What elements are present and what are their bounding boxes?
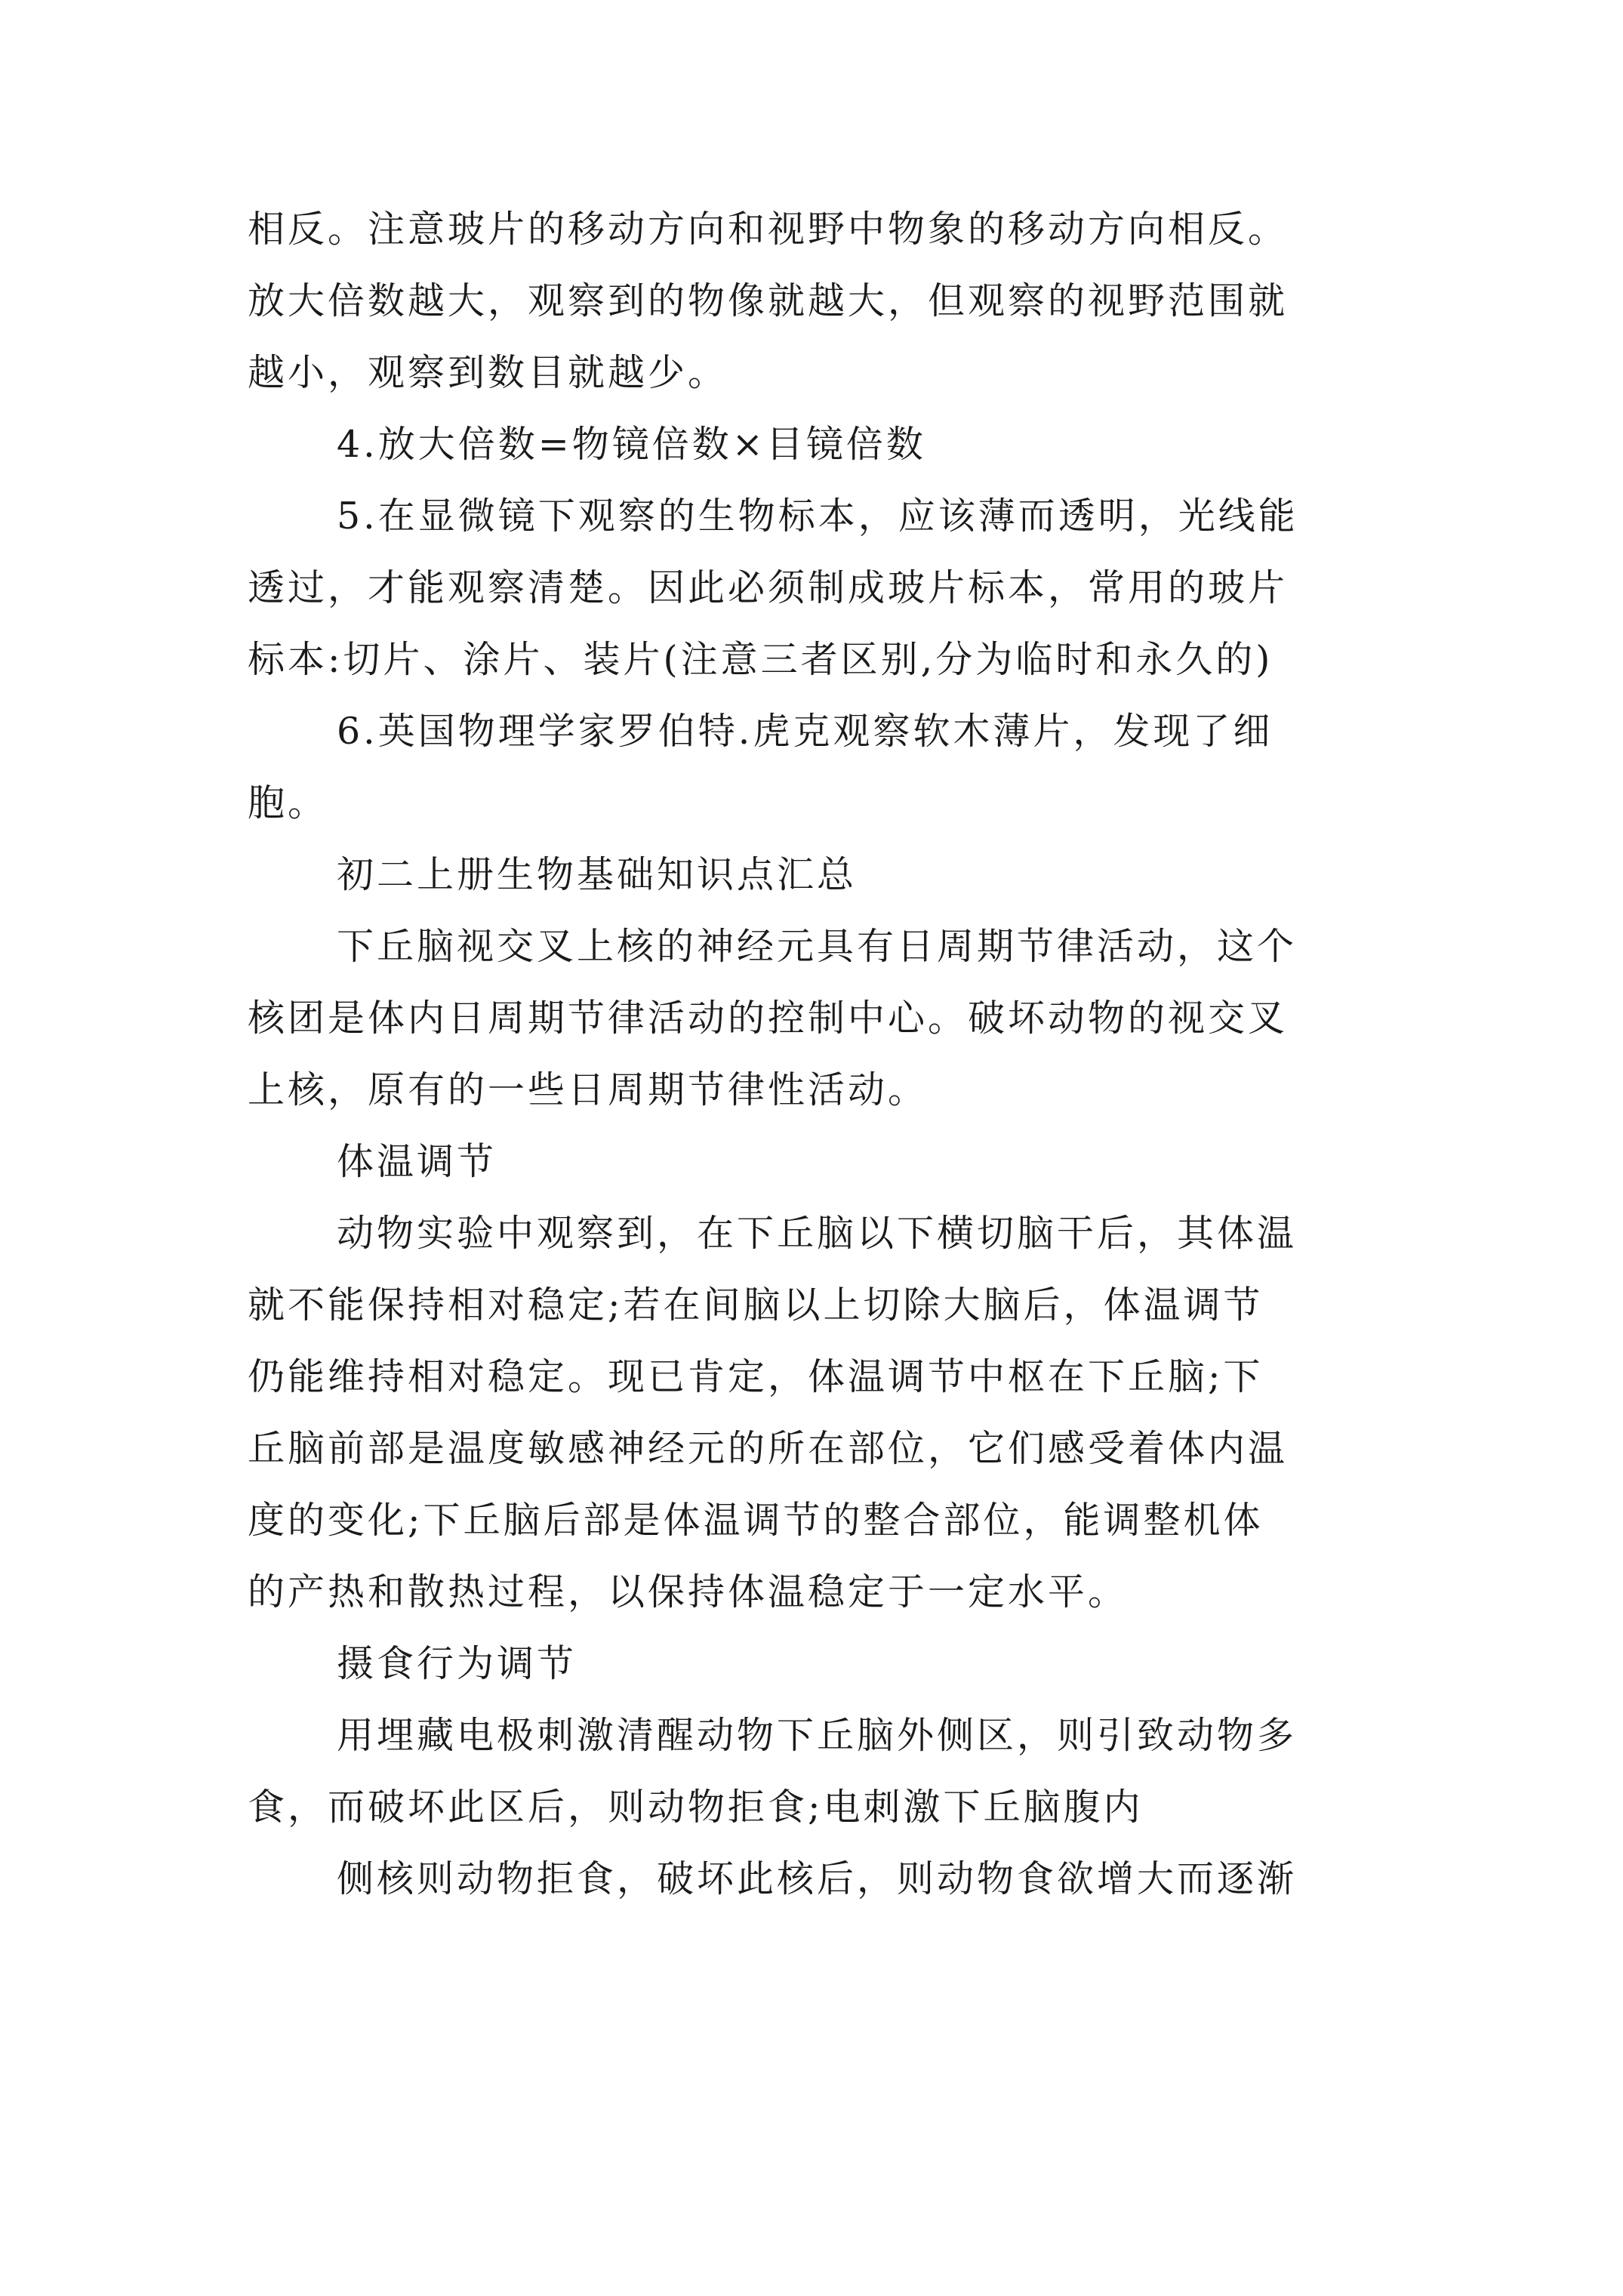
text-line: 仍能维持相对稳定。现已肯定，体温调节中枢在下丘脑;下 — [248, 1355, 1264, 1398]
text-line: 食，而破坏此区后，则动物拒食;电刺激下丘脑腹内 — [248, 1786, 1144, 1829]
text-line: 度的变化;下丘脑后部是体温调节的整合部位，能调整机体 — [248, 1499, 1264, 1542]
text-line: 6.英国物理学家罗伯特.虎克观察软木薄片，发现了细 — [337, 710, 1273, 753]
text-line: 用埋藏电极刺激清醒动物下丘脑外侧区，则引致动物多 — [337, 1714, 1298, 1757]
section-heading: 摄食行为调节 — [337, 1642, 577, 1685]
text-line: 5.在显微镜下观察的生物标本，应该薄而透明，光线能 — [337, 495, 1298, 538]
text-line: 越小，观察到数目就越少。 — [248, 351, 728, 394]
text-line: 就不能保持相对稳定;若在间脑以上切除大脑后，体温调节 — [248, 1284, 1264, 1327]
text-line: 相反。注意玻片的移动方向和视野中物象的移动方向相反。 — [248, 208, 1289, 251]
text-line: 下丘脑视交叉上核的神经元具有日周期节律活动，这个 — [337, 925, 1298, 968]
text-line: 放大倍数越大，观察到的物像就越大，但观察的视野范围就 — [248, 279, 1289, 322]
text-line: 标本:切片、涂片、装片(注意三者区别,分为临时和永久的) — [248, 638, 1273, 681]
text-line: 核团是体内日周期节律活动的控制中心。破坏动物的视交叉 — [248, 997, 1289, 1040]
text-line: 侧核则动物拒食，破坏此核后，则动物食欲增大而逐渐 — [337, 1857, 1298, 1900]
text-line: 胞。 — [248, 781, 328, 824]
section-heading: 体温调节 — [337, 1140, 497, 1183]
text-line: 4.放大倍数=物镜倍数×目镜倍数 — [337, 423, 926, 466]
section-heading: 初二上册生物基础知识点汇总 — [337, 853, 858, 896]
text-line: 透过，才能观察清楚。因此必须制成玻片标本，常用的玻片 — [248, 566, 1289, 609]
text-line: 丘脑前部是温度敏感神经元的所在部位，它们感受着体内温 — [248, 1427, 1289, 1470]
document-body — [248, 193, 1395, 1915]
text-line: 的产热和散热过程，以保持体温稳定于一定水平。 — [248, 1570, 1129, 1613]
text-line: 动物实验中观察到，在下丘脑以下横切脑干后，其体温 — [337, 1212, 1298, 1255]
text-line: 上核，原有的一些日周期节律性活动。 — [248, 1068, 929, 1111]
